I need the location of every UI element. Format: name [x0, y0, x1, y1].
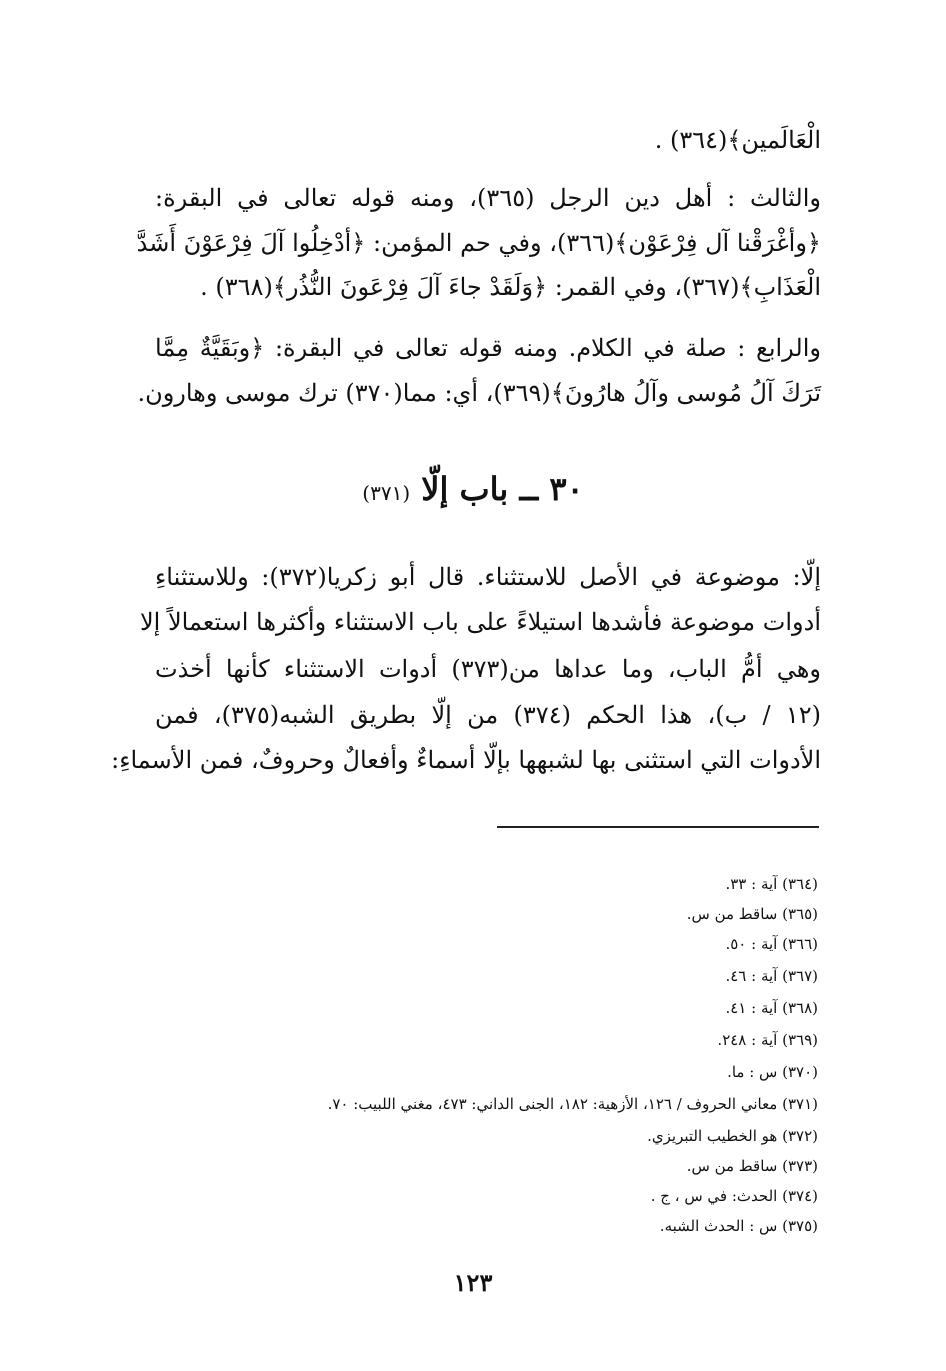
- footnote-separator: [497, 826, 819, 828]
- page-number: ١٢٣: [453, 1268, 493, 1297]
- footnote-368: (٣٦٨) آية : ٤١.: [725, 999, 818, 1017]
- footnote-370: (٣٧٠) س : ما.: [727, 1063, 818, 1081]
- footnote-367: (٣٦٧) آية : ٤٦.: [725, 967, 818, 985]
- footnote-365: (٣٦٥) ساقط من س.: [686, 905, 818, 923]
- footnote-375: (٣٧٥) س : الحدث الشبه.: [659, 1217, 818, 1235]
- footnote-366: (٣٦٦) آية : ٥٠.: [725, 935, 818, 953]
- section-heading-ref: (٣٧١): [362, 481, 411, 505]
- section-heading-title: ٣٠ ــ باب إلّا: [421, 470, 584, 508]
- footnote-369: (٣٦٩) آية : ٢٤٨.: [717, 1031, 818, 1049]
- body-line-4: الْعَذَابِ﴾(٣٦٧)، وفي القمر: ﴿وَلَقَدْ جاءَ آلَ فِرْعَونَ النُّذُر﴾(٣٦٨) .: [200, 273, 821, 301]
- section-heading: [0, 470, 946, 508]
- section-line-4: (١٢ / ب)، هذا الحكم (٣٧٤) من إلّا بطريق الشبه(٣٧٥)، فمن: [155, 701, 821, 729]
- section-line-1: إلّا: موضوعة في الأصل للاستثناء. قال أبو زكريا(٣٧٢): وللاستثناءِ: [155, 563, 821, 591]
- footnote-364: (٣٦٤) آية : ٣٣.: [725, 875, 818, 893]
- body-line-5: والرابع : صلة في الكلام. ومنه قوله تعالى في البقرة: ﴿وبَقَيَّةٌ مِمَّا: [155, 334, 821, 362]
- body-line-3: ﴿وأغْرَقْنا آل فِرْعَوْن﴾(٣٦٦)، وفي حم المؤمن: ﴿أدْخِلُوا آلَ فِرْعَوْنَ أَشَدَّ: [136, 229, 821, 257]
- footnote-372: (٣٧٢) هو الخطيب التبريزي.: [647, 1127, 818, 1145]
- section-line-5: الأدوات التي استثنى بها لشبهها بإلّا أسماءٌ وأفعالٌ وحروفٌ، فمن الأسماءِ:: [111, 746, 821, 774]
- footnote-374: (٣٧٤) الحدث: في س ، ج .: [650, 1187, 818, 1205]
- body-line-1: الْعَالَمين﴾(٣٦٤) .: [654, 126, 821, 154]
- section-line-3: وهي أمُّ الباب، وما عداها من(٣٧٣) أدوات الاستثناء كأنها أخذت: [155, 655, 821, 683]
- body-line-6: تَرَكَ آلُ مُوسى وآلُ هارُونَ﴾(٣٦٩)، أي: مما(٣٧٠) ترك موسى وهارون.: [137, 379, 821, 407]
- section-line-2: أدوات موضوعة فأشدها استيلاءً على باب الاستثناء وأكثرها استعمالاً إلا: [139, 608, 821, 636]
- footnote-371: (٣٧١) معاني الحروف / ١٢٦، الأزهية: ١٨٢، الجنى الداني: ٤٧٣، مغني اللبيب: ٧٠.: [327, 1095, 818, 1113]
- footnote-373: (٣٧٣) ساقط من س.: [686, 1157, 818, 1175]
- body-line-2: والثالث : أهل دين الرجل (٣٦٥)، ومنه قوله تعالى في البقرة:: [155, 184, 821, 212]
